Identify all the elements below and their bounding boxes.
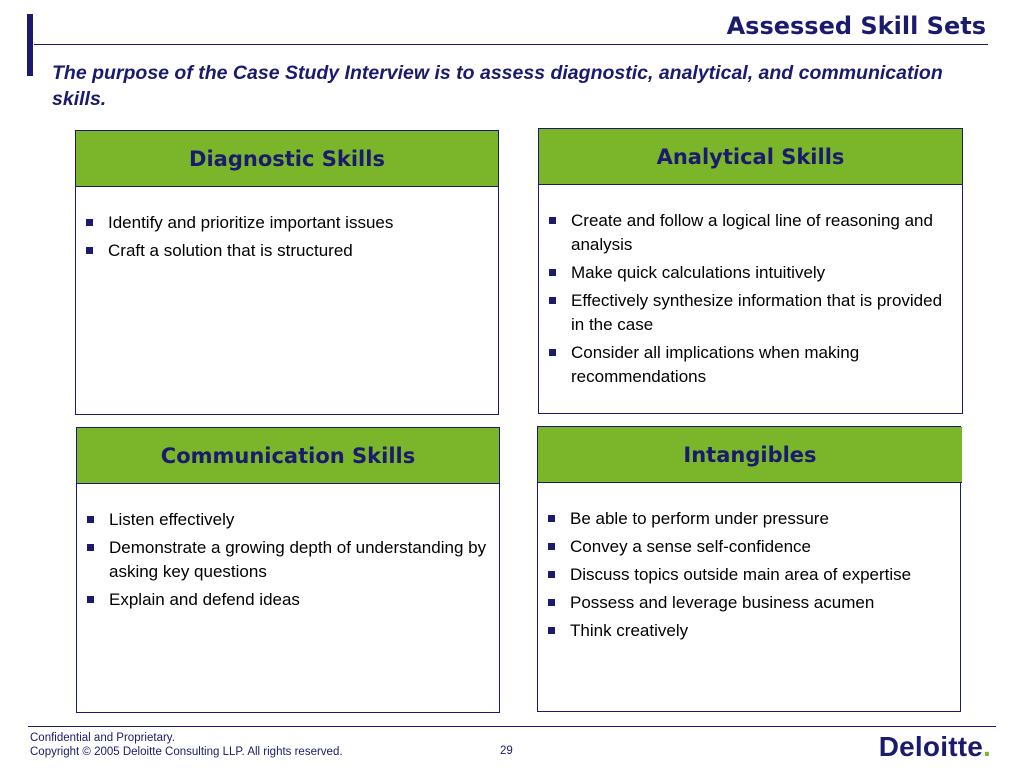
bullet-square-icon: [549, 349, 556, 356]
list-item: [84, 211, 494, 235]
deloitte-logo: [879, 731, 991, 763]
intangibles-box: [537, 426, 961, 712]
communication-skills-list: [85, 508, 495, 616]
bullet-square-icon: [86, 247, 93, 254]
communication-skills-heading: Communication Skills: [77, 428, 499, 484]
diagnostic-skills-heading: Diagnostic Skills: [76, 131, 498, 187]
footer-copyright: Copyright © 2005 Deloitte Consulting LLP. All rights reserved.: [30, 746, 343, 758]
list-item-text: Effectively synthesize information that is provided in the case: [571, 291, 943, 334]
diagnostic-skills-list: [84, 211, 494, 267]
list-item: [85, 508, 495, 532]
list-item-text: Listen effectively: [109, 510, 235, 529]
bullet-square-icon: [86, 219, 93, 226]
list-item: [547, 261, 958, 285]
list-item-text: Identify and prioritize important issues: [108, 213, 394, 232]
logo-text: Deloitte: [878, 731, 984, 762]
list-item: [84, 239, 494, 263]
intangibles-list: [546, 507, 956, 647]
list-item-text: Demonstrate a growing depth of understanding by asking key questions: [109, 538, 487, 581]
bullet-square-icon: [87, 544, 94, 551]
list-item: [85, 588, 495, 612]
analytical-skills-box: [538, 128, 963, 414]
list-item: [546, 535, 956, 559]
list-item: [546, 619, 956, 643]
bullet-square-icon: [548, 543, 555, 550]
diagnostic-skills-box: [75, 130, 499, 415]
logo-dot: .: [983, 731, 991, 762]
bullet-square-icon: [87, 516, 94, 523]
bullet-square-icon: [548, 571, 555, 578]
bullet-square-icon: [549, 269, 556, 276]
footer-confidential: Confidential and Proprietary.: [30, 732, 175, 744]
list-item-text: Be able to perform under pressure: [570, 509, 829, 528]
list-item: [546, 591, 956, 615]
page-title: Assessed Skill Sets: [726, 12, 986, 40]
list-item-text: Create and follow a logical line of reasoning and analysis: [571, 211, 933, 254]
bullet-square-icon: [87, 596, 94, 603]
analytical-skills-heading: Analytical Skills: [539, 129, 962, 185]
list-item-text: Possess and leverage business acumen: [570, 593, 875, 612]
list-item: [547, 289, 958, 337]
bullet-square-icon: [549, 217, 556, 224]
list-item-text: Craft a solution that is structured: [108, 241, 353, 260]
title-divider: [34, 44, 988, 45]
list-item-text: Discuss topics outside main area of expertise: [570, 565, 912, 584]
bullet-square-icon: [548, 599, 555, 606]
list-item: [546, 563, 956, 587]
bullet-square-icon: [548, 515, 555, 522]
page-subtitle: The purpose of the Case Study Interview is to assess diagnostic, analytical, and communication skills.: [52, 62, 943, 110]
list-item-text: Consider all implications when making recommendations: [571, 343, 860, 386]
footer-legal: [30, 731, 343, 759]
intangibles-heading: Intangibles: [538, 427, 962, 483]
bullet-square-icon: [548, 627, 555, 634]
page-number: 29: [500, 745, 513, 757]
footer-divider: [28, 726, 996, 727]
list-item-text: Think creatively: [570, 621, 689, 640]
list-item-text: Explain and defend ideas: [109, 590, 300, 609]
list-item: [547, 341, 958, 389]
list-item: [85, 536, 495, 584]
analytical-skills-list: [547, 209, 958, 393]
list-item: [546, 507, 956, 531]
list-item: [547, 209, 958, 257]
accent-bar: [27, 14, 33, 76]
bullet-square-icon: [549, 297, 556, 304]
list-item-text: Convey a sense self-confidence: [570, 537, 811, 556]
list-item-text: Make quick calculations intuitively: [571, 263, 826, 282]
communication-skills-box: [76, 427, 500, 713]
